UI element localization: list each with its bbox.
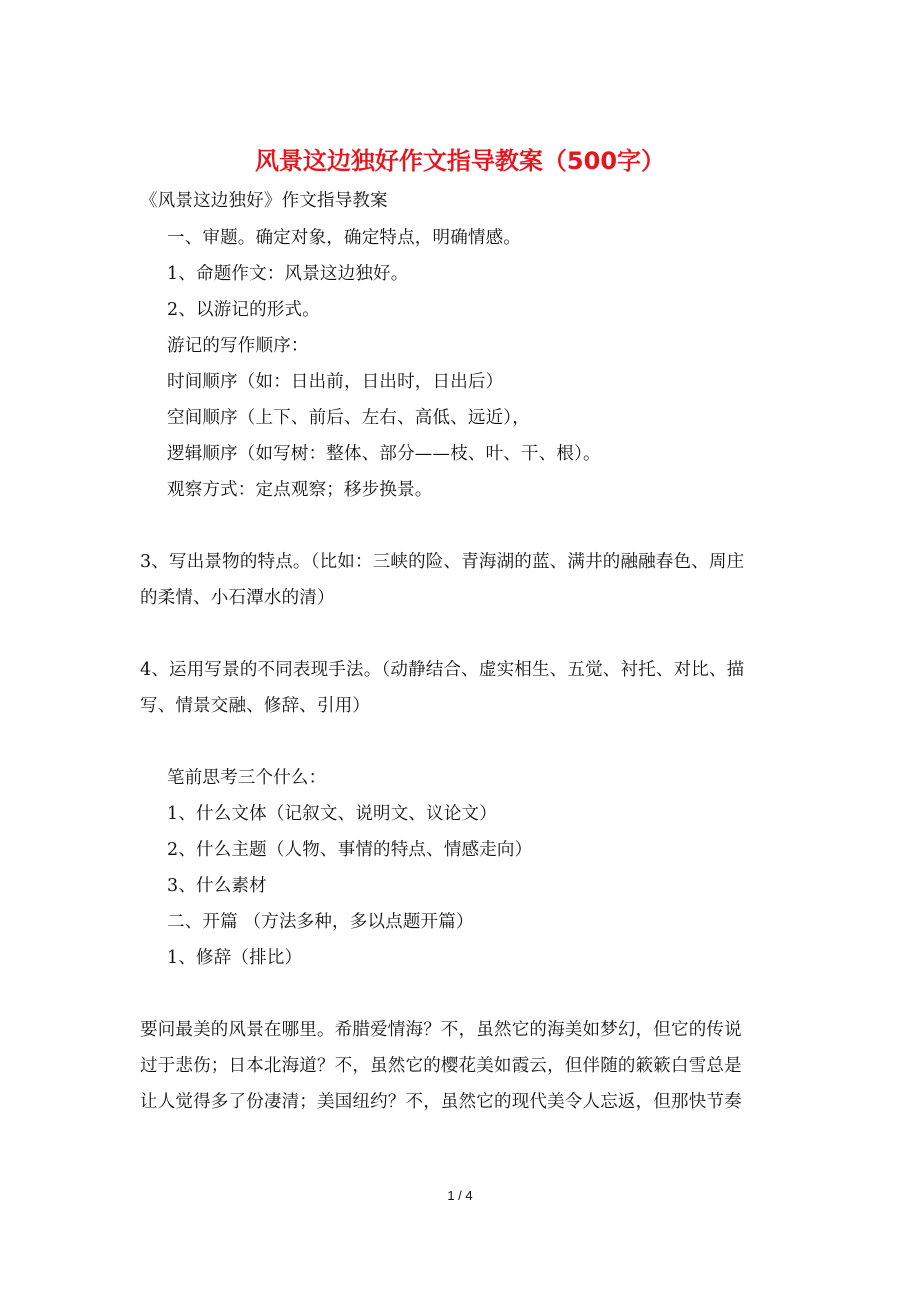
- text-line: 的柔情、小石潭水的清）: [140, 588, 335, 608]
- text-line: 空间顺序（上下、前后、左右、高低、远近），: [167, 408, 530, 428]
- document-title: 风景这边独好作文指导教案（500字）: [254, 147, 666, 175]
- text-line: 3、写出景物的特点。（比如：三峡的险、青海湖的蓝、满井的融融春色、周庄: [140, 552, 745, 572]
- text-line: 观察方式：定点观察；移步换景。: [167, 480, 433, 500]
- text-line: 3、什么素材: [167, 876, 267, 896]
- text-line: 一、审题。确定对象，确定特点，明确情感。: [167, 228, 521, 248]
- text-line: 笔前思考三个什么：: [167, 768, 327, 788]
- text-line: 2、以游记的形式。: [167, 300, 320, 320]
- text-line: 1、修辞（排比）: [167, 948, 303, 968]
- text-line: 过于悲伤；日本北海道？不，虽然它的樱花美如霞云，但伴随的簌簌白雪总是: [140, 1056, 742, 1076]
- text-line: 逻辑顺序（如写树：整体、部分——枝、叶、干、根）。: [167, 444, 601, 464]
- text-line: 1、什么文体（记叙文、说明文、议论文）: [167, 804, 497, 824]
- page-number: 1 / 4: [447, 1188, 473, 1203]
- text-line: 时间顺序（如：日出前，日出时，日出后）: [167, 372, 504, 392]
- text-line: 1、命题作文：风景这边独好。: [167, 264, 409, 284]
- text-line: 4、运用写景的不同表现手法。（动静结合、虚实相生、五觉、衬托、对比、描: [140, 660, 745, 680]
- text-line: 让人觉得多了份凄清；美国纽约？不，虽然它的现代美令人忘返，但那快节奏: [140, 1092, 742, 1112]
- text-line: 二、开篇 （方法多种，多以点题开篇）: [167, 912, 474, 932]
- text-line: 写、情景交融、修辞、引用）: [140, 696, 371, 716]
- subtitle-line: 《风景这边独好》作文指导教案: [140, 191, 388, 211]
- text-line: 2、什么主题（人物、事情的特点、情感走向）: [167, 840, 533, 860]
- text-line: 游记的写作顺序：: [167, 336, 309, 356]
- text-line: 要问最美的风景在哪里。希腊爱情海？不，虽然它的海美如梦幻，但它的传说: [140, 1020, 742, 1040]
